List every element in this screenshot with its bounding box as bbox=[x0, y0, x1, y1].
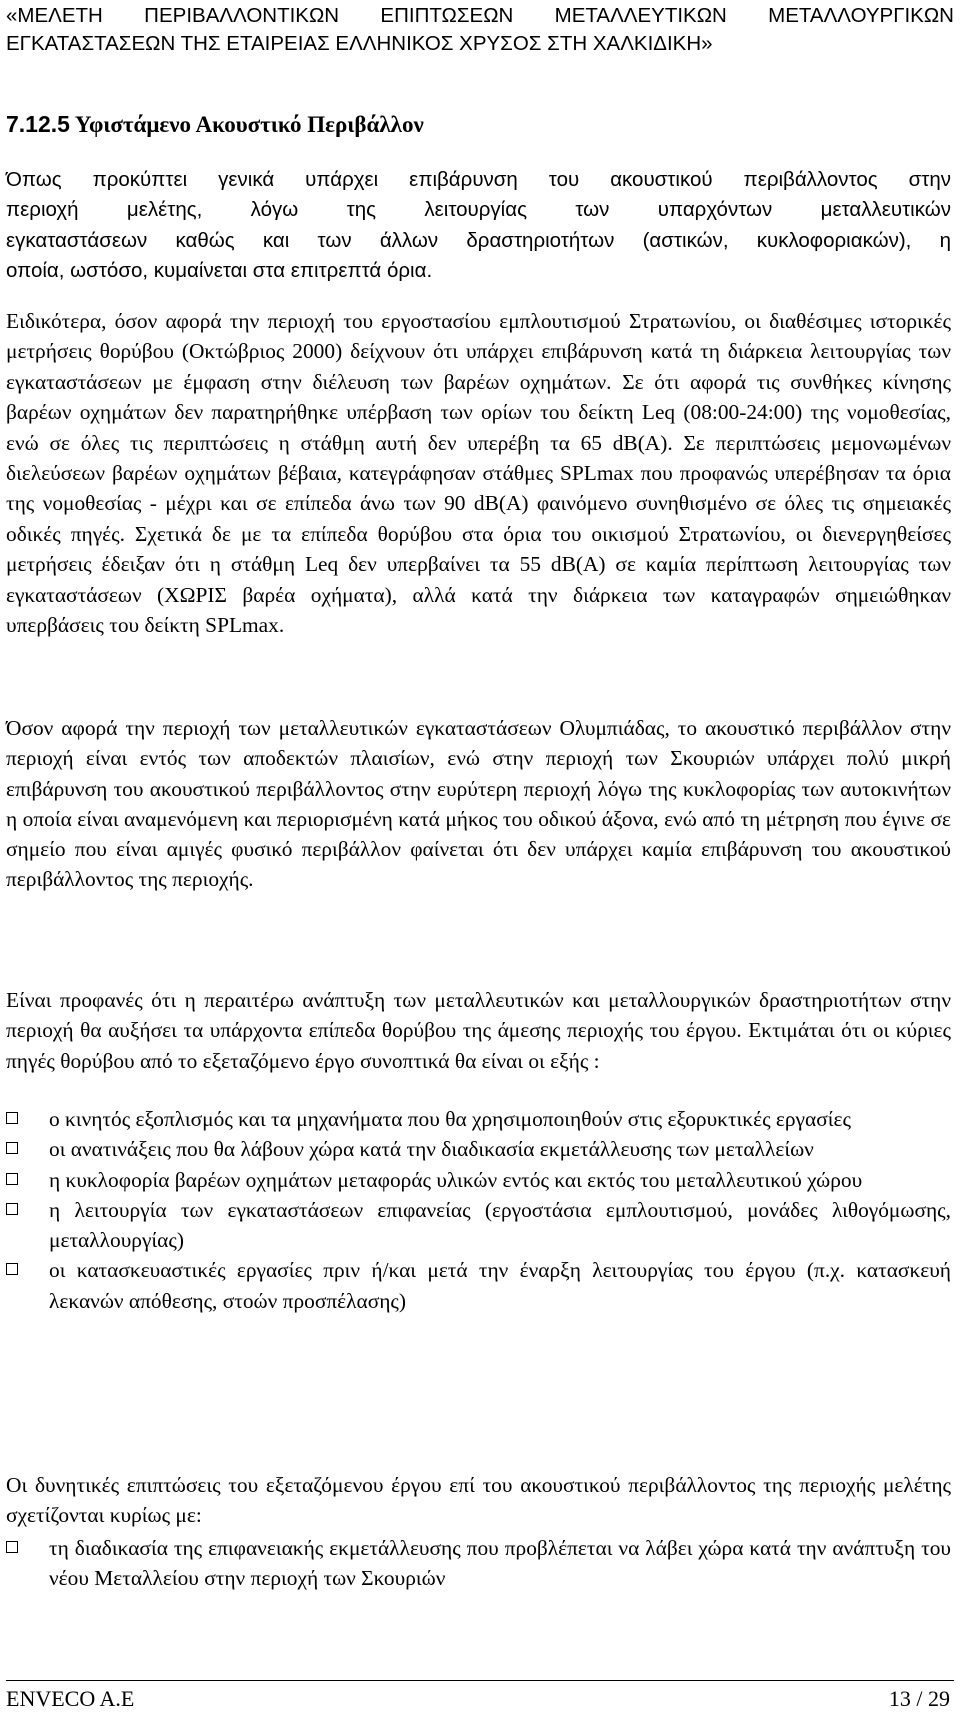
list-item bbox=[6, 1134, 951, 1164]
list-item-text: τη διαδικασία της επιφανειακής εκμετάλλευσης που προβλέπεται να λάβει χώρα κατά την ανάπτυξη του νέου Μεταλλείου στην περιοχή των Σκουριών bbox=[49, 1536, 951, 1591]
paragraph-line: Όπως προκύπτει γενικά υπάρχει επιβάρυνση του ακουστικού περιβάλλοντος στην bbox=[6, 168, 951, 191]
list-item-text: ο κινητός εξοπλισμός και τα μηχανήματα που θα χρησιμοποιηθούν στις εξορυκτικές εργασίες bbox=[49, 1107, 851, 1131]
list-item-text: η κυκλοφορία βαρέων οχημάτων μεταφοράς υλικών εντός και εκτός του μεταλλευτικού χώρου bbox=[49, 1167, 863, 1192]
section-number: 7.12.5 bbox=[6, 111, 70, 137]
paragraph-intro bbox=[6, 165, 951, 286]
paragraph-noise-sources-intro: Είναι προφανές ότι η περαιτέρω ανάπτυξη των μεταλλευτικών και μεταλλουργικών δραστηριοτήτων στην περιοχή θα αυξήσει τα υπάρχοντα επίπεδα θορύβου της άμεσης περιοχής του έργου. Εκτιμάται ότι οι κύριες πηγές θορύβου από το εξεταζόμενο έργο συνοπτικά θα είναι οι εξής : bbox=[6, 988, 951, 1073]
paragraph-impacts-intro: Οι δυνητικές επιπτώσεις του εξεταζόμενου έργου επί του ακουστικού περιβάλλοντος της περιοχής μελέτης σχετίζονται κυρίως με: bbox=[6, 1473, 951, 1528]
list-item bbox=[6, 1104, 951, 1134]
list-item bbox=[6, 1195, 951, 1256]
section-heading bbox=[6, 110, 424, 139]
checkbox-bullet-icon bbox=[6, 1263, 18, 1275]
checkbox-bullet-icon bbox=[6, 1203, 18, 1215]
paragraph-stratoni: Ειδικότερα, όσον αφορά την περιοχή του εργοστασίου εμπλουτισμού Στρατωνίου, οι διαθέσιμες ιστορικές μετρήσεις θορύβου (Οκτώβριος 2000) δείχνουν ότι υπάρχει επιβάρυνση κατά τη διάρκεια λειτουργίας των εγκαταστάσεων με έμφαση στην διέλευση των βαρέων οχημάτων. Σε ότι αφορά τις συνθήκες κίνησης βαρέων οχημάτων δεν παρατηρήθηκε υπέρβαση των ορίων του δείκτη Leq (08:00-24:00) της νομοθεσίας, ενώ σε όλες τις περιπτώσεις η στάθμη αυτή δεν υπερέβη τα 65 dB(A). Σε περιπτώσεις μεμονωμένων διελεύσεων βαρέων οχημάτων βέβαια, κατεγράφησαν στάθμες SPLmax που προφανώς υπερέβησαν τα όρια της νομοθεσίας - μέχρι και σε επίπεδα άνω των 90 dB(A) φαινόμενο συνηθισμένο σε όλες τις σημειακές οδικές πηγές. Σχετικά δε με τα επίπεδα θορύβου στα όρια του οικισμού Στρατωνίου, οι διενεργηθείσες μετρήσεις έδειξαν ότι η στάθμη Leq δεν υπερβαίνει τα 55 dB(A) σε καμία περίπτωση λειτουργίας των εγκαταστάσεων (ΧΩΡΙΣ βαρέα οχήματα), αλλά κατά την διάρκεια των καταγραφών σημειώθηκαν υπερβάσεις του δείκτη SPLmax. bbox=[6, 309, 951, 638]
list-item-text: η λειτουργία των εγκαταστάσεων επιφανείας (εργοστάσια εμπλουτισμού, μονάδες λιθογόμωσης, μεταλλουργίας) bbox=[49, 1197, 951, 1253]
list-item-text: οι ανατινάξεις που θα λάβουν χώρα κατά την διαδικασία εκμετάλλευσης των μεταλλείων bbox=[49, 1137, 814, 1162]
list-item bbox=[6, 1255, 951, 1316]
impacts-list bbox=[6, 1533, 951, 1594]
noise-sources-list bbox=[6, 1104, 951, 1316]
paragraph-line: περιοχή μελέτης, λόγω της λειτουργίας των υπαρχόντων μεταλλευτικών bbox=[6, 198, 951, 222]
footer-divider bbox=[6, 1680, 954, 1681]
checkbox-bullet-icon bbox=[6, 1112, 18, 1124]
paragraph-line: εγκαταστάσεων καθώς και των άλλων δραστηριοτήτων (αστικών, κυκλοφοριακών), η bbox=[6, 228, 951, 252]
section-title: Υφιστάμενο Ακουστικό Περιβάλλον bbox=[74, 112, 424, 137]
checkbox-bullet-icon bbox=[6, 1541, 18, 1553]
footer-page-number: 13 / 29 bbox=[888, 1686, 950, 1711]
footer-company: ENVECO A.E bbox=[6, 1686, 135, 1711]
list-item bbox=[6, 1533, 951, 1594]
running-header: «ΜΕΛΕΤΗ ΠΕΡΙΒΑΛΛΟΝΤΙΚΩΝ ΕΠΙΠΤΩΣΕΩΝ ΜΕΤΑΛΛΕΥΤΙΚΩΝ ΜΕΤΑΛΛΟΥΡΓΙΚΩΝ ΕΓΚΑΤΑΣΤΑΣΕΩΝ ΤΗΣ ΕΤΑΙΡΕΙΑΣ ΕΛΛΗΝΙΚΟΣ ΧΡΥΣΟΣ ΣΤΗ ΧΑΛΚΙΔΙΚΗ» bbox=[6, 4, 954, 55]
checkbox-bullet-icon bbox=[6, 1142, 18, 1154]
paragraph-line: οποία, ωστόσο, κυμαίνεται στα επιτρεπτά όρια. bbox=[6, 258, 433, 282]
checkbox-bullet-icon bbox=[6, 1173, 18, 1185]
list-item bbox=[6, 1165, 951, 1195]
paragraph-olympiada: Όσον αφορά την περιοχή των μεταλλευτικών εγκαταστάσεων Ολυμπιάδας, το ακουστικό περιβάλλον στην περιοχή είναι εντός των αποδεκτών πλαισίων, ενώ στην περιοχή των Σκουριών υπάρχει πολύ μικρή επιβάρυνση του ακουστικού περιβάλλοντος στην ευρύτερη περιοχή λόγω της κυκλοφορίας των αυτοκινήτων η οποία είναι αναμενόμενη και περιορισμένη κατά μήκος του οδικού άξονα, ενώ από τη μέτρηση που έγινε σε σημείο που είναι αμιγές φυσικό περιβάλλον φαίνεται ότι δεν υπάρχει καμία επιβάρυνση του ακουστικού περιβάλλοντος της περιοχής. bbox=[6, 716, 951, 892]
list-item-text: οι κατασκευαστικές εργασίες πριν ή/και μετά την έναρξη λειτουργίας του έργου (π.χ. κατασκευή λεκανών απόθεσης, στοών προσπέλασης) bbox=[49, 1258, 951, 1313]
